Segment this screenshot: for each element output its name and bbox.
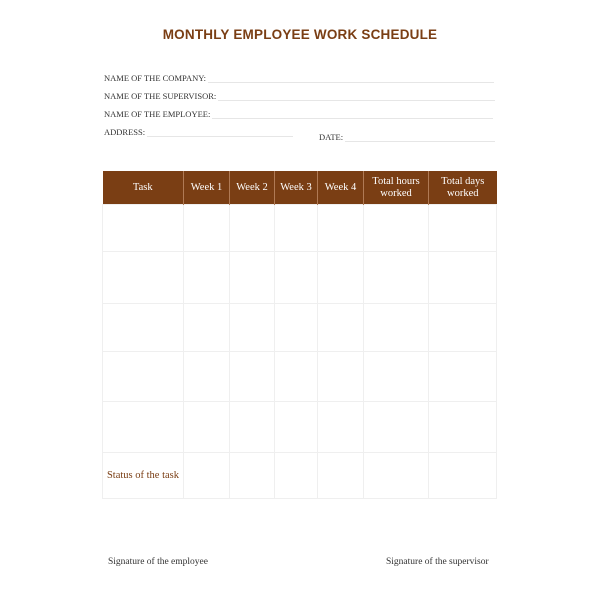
company-name-field: [104, 72, 494, 83]
table-cell[interactable]: [429, 402, 497, 453]
table-cell[interactable]: [230, 453, 275, 499]
company-name-label: NAME OF THE COMPANY:: [104, 73, 206, 83]
table-cell[interactable]: [275, 402, 318, 453]
table-cell[interactable]: [230, 304, 275, 352]
table-cell[interactable]: [103, 205, 184, 252]
employee-name-line[interactable]: [212, 108, 493, 119]
table-cell[interactable]: [364, 252, 429, 304]
table-row: [103, 304, 497, 352]
header-task: Task: [103, 171, 184, 205]
table-cell[interactable]: [429, 453, 497, 499]
table-cell[interactable]: [429, 252, 497, 304]
table-cell[interactable]: [103, 252, 184, 304]
table-cell[interactable]: [318, 252, 364, 304]
table-cell[interactable]: [184, 453, 230, 499]
table-cell[interactable]: [103, 352, 184, 402]
employee-name-label: NAME OF THE EMPLOYEE:: [104, 109, 211, 119]
address-field: [104, 126, 293, 137]
table-cell[interactable]: [429, 352, 497, 402]
table-row: [103, 402, 497, 453]
table-cell[interactable]: [184, 205, 230, 252]
table-cell[interactable]: [318, 352, 364, 402]
header-week-1: Week 1: [184, 171, 230, 205]
table-cell[interactable]: [275, 205, 318, 252]
table-cell[interactable]: [429, 205, 497, 252]
employee-signature-label: Signature of the employee: [108, 557, 208, 567]
table-cell[interactable]: [230, 352, 275, 402]
date-field: [319, 131, 495, 142]
table-cell[interactable]: [364, 205, 429, 252]
supervisor-name-line[interactable]: [218, 90, 495, 101]
employee-name-field: [104, 108, 493, 119]
table-cell[interactable]: [184, 252, 230, 304]
header-week-2: Week 2: [230, 171, 275, 205]
table-cell[interactable]: [275, 453, 318, 499]
table-cell[interactable]: [184, 402, 230, 453]
table-cell[interactable]: [103, 304, 184, 352]
status-row: [103, 453, 497, 499]
header-week-3: Week 3: [275, 171, 318, 205]
table-row: [103, 352, 497, 402]
date-line[interactable]: [345, 131, 495, 142]
table-cell[interactable]: [318, 453, 364, 499]
company-name-line[interactable]: [208, 72, 494, 83]
table-cell[interactable]: [103, 402, 184, 453]
status-of-task-label: Status of the task: [103, 453, 184, 499]
table-row: [103, 205, 497, 252]
supervisor-name-label: NAME OF THE SUPERVISOR:: [104, 91, 217, 101]
date-label: DATE:: [319, 132, 344, 142]
schedule-table: [102, 171, 497, 499]
header-total-days: Total days worked: [429, 171, 497, 205]
table-cell[interactable]: [275, 352, 318, 402]
table-cell[interactable]: [230, 252, 275, 304]
table-cell[interactable]: [318, 402, 364, 453]
table-cell[interactable]: [275, 304, 318, 352]
table-cell[interactable]: [230, 205, 275, 252]
table-header-row: [103, 171, 497, 205]
table-cell[interactable]: [275, 252, 318, 304]
address-label: ADDRESS:: [104, 127, 146, 137]
supervisor-name-field: [104, 90, 495, 101]
header-week-4: Week 4: [318, 171, 364, 205]
table-cell[interactable]: [429, 304, 497, 352]
table-cell[interactable]: [364, 402, 429, 453]
supervisor-signature-label: Signature of the supervisor: [386, 557, 489, 567]
table-cell[interactable]: [184, 304, 230, 352]
table-cell[interactable]: [364, 304, 429, 352]
table-cell[interactable]: [184, 352, 230, 402]
page-title: MONTHLY EMPLOYEE WORK SCHEDULE: [162, 27, 438, 42]
table-cell[interactable]: [318, 304, 364, 352]
table-row: [103, 252, 497, 304]
table-cell[interactable]: [230, 402, 275, 453]
table-cell[interactable]: [364, 453, 429, 499]
header-total-hours: Total hours worked: [364, 171, 429, 205]
table-cell[interactable]: [318, 205, 364, 252]
address-line[interactable]: [147, 126, 293, 137]
table-cell[interactable]: [364, 352, 429, 402]
